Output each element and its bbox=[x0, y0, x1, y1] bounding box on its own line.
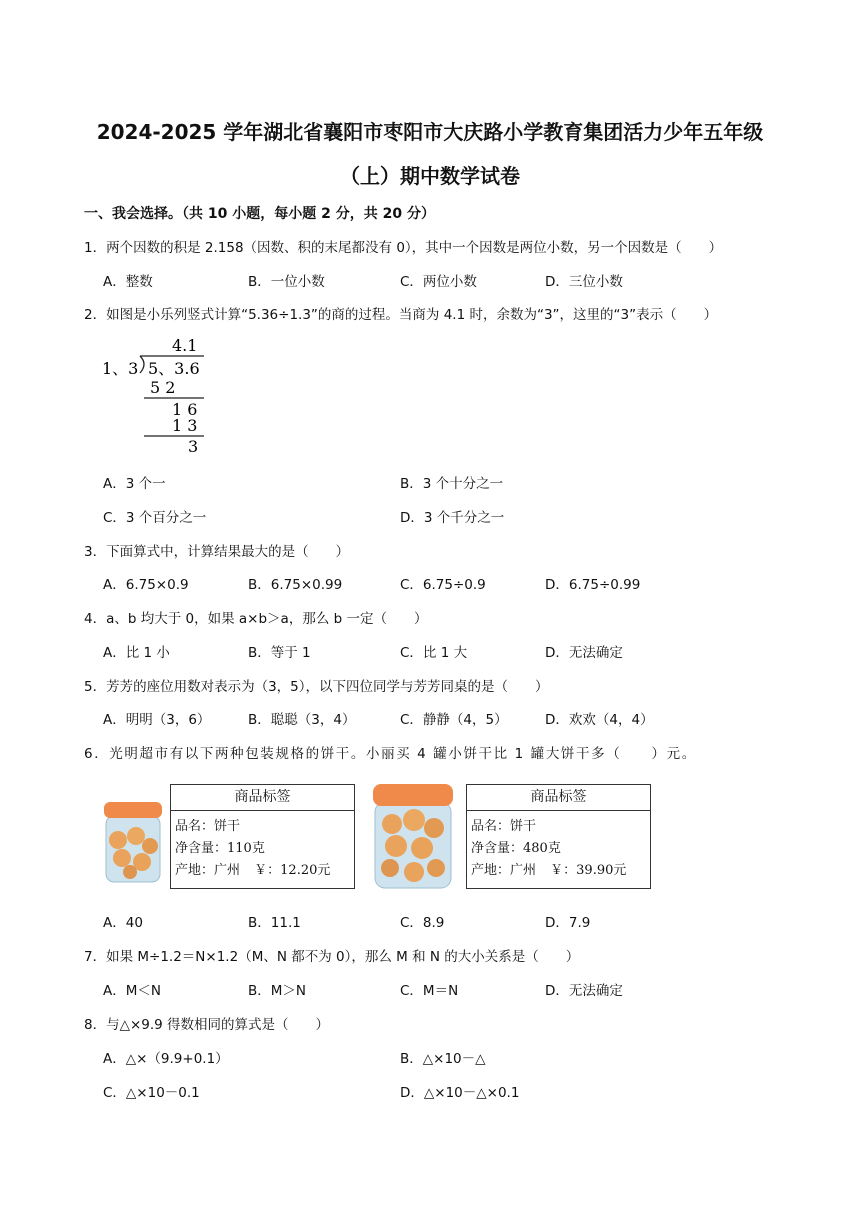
small-cookie-jar-image bbox=[100, 800, 166, 886]
q5-option-a[interactable]: A．明明（3，6） bbox=[103, 712, 211, 728]
paper-title-line2: （上）期中数学试卷 bbox=[340, 164, 520, 188]
q7-option-d[interactable]: D．无法确定 bbox=[545, 983, 623, 999]
q3-option-b[interactable]: B．6.75×0.99 bbox=[248, 577, 343, 593]
q3-option-c[interactable]: C．6.75÷0.9 bbox=[400, 577, 486, 593]
division-quotient: 4.1 bbox=[172, 336, 198, 355]
product-label-origin: 产地：广州 bbox=[471, 863, 537, 878]
question-4-stem: 4．a、b 均大于 0，如果 a×b＞a，那么 b 一定（ ） bbox=[84, 611, 428, 627]
q8-option-a[interactable]: A．△×（9.9+0.1） bbox=[103, 1051, 229, 1067]
q3-option-a[interactable]: A．6.75×0.9 bbox=[103, 577, 189, 593]
q4-option-a[interactable]: A．比 1 小 bbox=[103, 645, 170, 661]
question-3-stem: 3．下面算式中，计算结果最大的是（ ） bbox=[84, 544, 350, 560]
q6-option-d[interactable]: D．7.9 bbox=[545, 915, 591, 931]
q6-option-c[interactable]: C．8.9 bbox=[400, 915, 445, 931]
q8-option-b[interactable]: B．△×10－△ bbox=[400, 1051, 486, 1067]
q2-option-d[interactable]: D．3 个千分之一 bbox=[400, 510, 505, 526]
q1-option-b[interactable]: B．一位小数 bbox=[248, 274, 325, 290]
division-step2: 1 6 bbox=[172, 400, 198, 419]
long-division-figure bbox=[100, 333, 210, 455]
q2-option-a[interactable]: A．3 个一 bbox=[103, 476, 166, 492]
q1-option-a[interactable]: A．整数 bbox=[103, 274, 153, 290]
paper-title-line1: 2024-2025 学年湖北省襄阳市枣阳市大庆路小学教育集团活力少年五年级 bbox=[96, 120, 764, 144]
q1-option-d[interactable]: D．三位小数 bbox=[545, 274, 623, 290]
question-7-stem: 7．如果 M÷1.2＝N×1.2（M、N 都不为 0），那么 M 和 N 的大小关系是（ ） bbox=[84, 949, 580, 965]
question-1-stem: 1．两个因数的积是 2.158（因数、积的末尾都没有 0），其中一个因数是两位小数，另一个因数是（ ） bbox=[84, 240, 723, 256]
large-cookie-jar-image bbox=[370, 780, 456, 890]
q2-option-c[interactable]: C．3 个百分之一 bbox=[103, 510, 207, 526]
product-label-origin: 产地：广州 bbox=[175, 863, 241, 878]
product-label-weight: 净含量：110克 bbox=[175, 841, 265, 856]
q8-option-c[interactable]: C．△×10－0.1 bbox=[103, 1085, 200, 1101]
section-heading: 一、我会选择。（共 10 小题，每小题 2 分，共 20 分） bbox=[84, 206, 435, 222]
q5-option-d[interactable]: D．欢欢（4，4） bbox=[545, 712, 654, 728]
product-label-header: 商品标签 bbox=[171, 785, 354, 811]
product-label-header: 商品标签 bbox=[467, 785, 650, 811]
q7-option-a[interactable]: A．M＜N bbox=[103, 983, 161, 999]
product-label-weight: 净含量：480克 bbox=[471, 841, 561, 856]
q1-option-c[interactable]: C．两位小数 bbox=[400, 274, 477, 290]
division-step1: 5 2 bbox=[150, 378, 176, 397]
q4-option-b[interactable]: B．等于 1 bbox=[248, 645, 311, 661]
division-remainder: 3 bbox=[188, 437, 199, 455]
product-label-name: 品名：饼干 bbox=[471, 819, 537, 834]
q5-option-b[interactable]: B．聪聪（3，4） bbox=[248, 712, 356, 728]
product-label-name: 品名：饼干 bbox=[175, 819, 241, 834]
q4-option-d[interactable]: D．无法确定 bbox=[545, 645, 623, 661]
q8-option-d[interactable]: D．△×10－△×0.1 bbox=[400, 1085, 520, 1101]
q6-option-a[interactable]: A．40 bbox=[103, 915, 143, 931]
q3-option-d[interactable]: D．6.75÷0.99 bbox=[545, 577, 641, 593]
question-8-stem: 8．与△×9.9 得数相同的算式是（ ） bbox=[84, 1017, 330, 1033]
question-5-stem: 5．芳芳的座位用数对表示为（3，5），以下四位同学与芳芳同桌的是（ ） bbox=[84, 679, 549, 695]
division-step3: 1 3 bbox=[172, 416, 198, 435]
product-label-price: ￥：39.90元 bbox=[550, 863, 627, 878]
product-label-price: ￥：12.20元 bbox=[254, 863, 331, 878]
q5-option-c[interactable]: C．静静（4，5） bbox=[400, 712, 508, 728]
q7-option-c[interactable]: C．M＝N bbox=[400, 983, 459, 999]
division-dividend: 5、3.6 bbox=[148, 359, 200, 378]
question-2-stem: 2．如图是小乐列竖式计算“5.36÷1.3”的商的过程。当商为 4.1 时，余数为“3”，这里的“3”表示（ ） bbox=[84, 307, 718, 323]
q7-option-b[interactable]: B．M＞N bbox=[248, 983, 307, 999]
q2-option-b[interactable]: B．3 个十分之一 bbox=[400, 476, 504, 492]
q4-option-c[interactable]: C．比 1 大 bbox=[400, 645, 468, 661]
product-label-large bbox=[466, 784, 651, 889]
question-6-stem: 6．光明超市有以下两种包装规格的饼干。小丽买 4 罐小饼干比 1 罐大饼干多（ ）元。 bbox=[84, 746, 697, 762]
division-divisor: 1、3 bbox=[102, 359, 139, 378]
q6-option-b[interactable]: B．11.1 bbox=[248, 915, 301, 931]
product-label-small bbox=[170, 784, 355, 889]
